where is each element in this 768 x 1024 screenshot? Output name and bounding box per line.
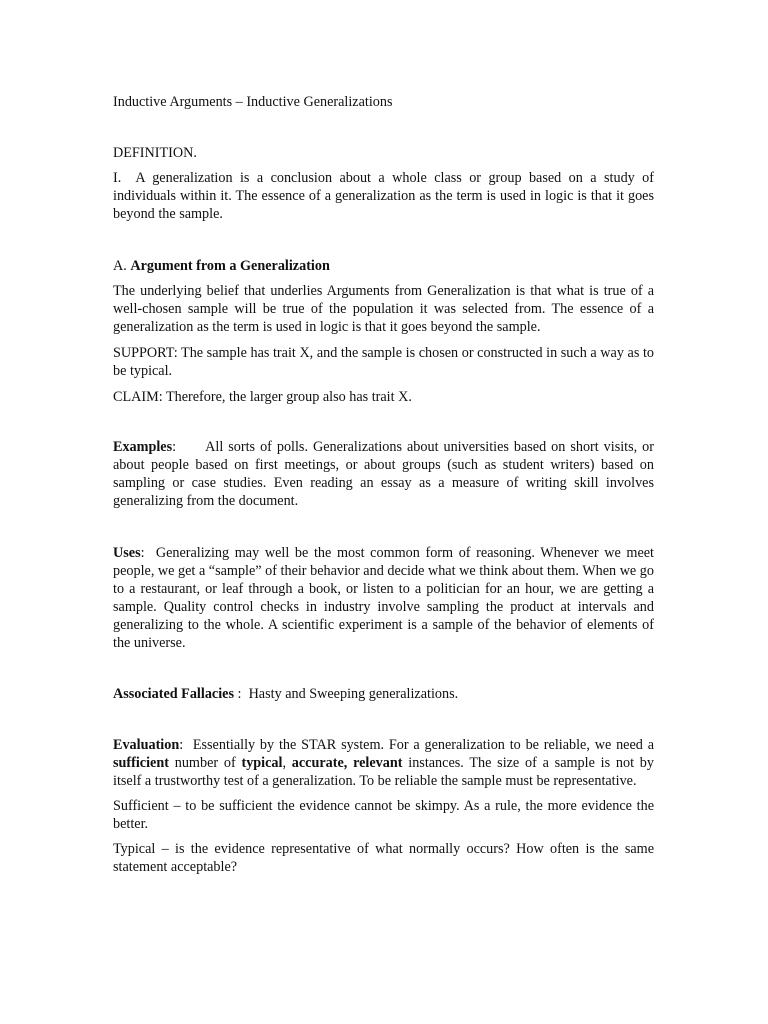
section-a-prefix: A. — [113, 258, 131, 274]
sufficient-paragraph: Sufficient – to be sufficient the evidence cannot be skimpy. As a rule, the more evidence the better. — [113, 798, 654, 832]
evaluation-text-1: Essentially by the STAR system. For a generalization to be reliable, we need a — [192, 737, 654, 753]
examples-paragraph — [113, 438, 654, 510]
typical-paragraph: Typical – is the evidence representative of what normally occurs? How often is the same statement acceptable? — [113, 841, 654, 875]
fallacies-separator: : — [233, 686, 249, 702]
section-a-title: Argument from a Generalization — [130, 258, 330, 274]
evaluation-bold-typical: typical — [241, 755, 283, 771]
fallacies-text: Hasty and Sweeping generalizations. — [248, 686, 459, 702]
uses-text: Generalizing may well be the most common form of reasoning. Whenever we meet people, we get a “sample” of their behavior and decide what we think about them. When we go to a restaurant, or leaf through a book, or listen to a politician for an hour, we are getting a sample. Quality control checks in industry involve sampling the product at intervals and generalizing to the whole. A scientific experiment is a sample of the behavior of elements of the universe. — [113, 545, 654, 651]
section-a-paragraph: The underlying belief that underlies Arguments from Generalization is that what is true of a well-chosen sample will be true of the population it was selected from. The essence of a generalization as the term is used in logic is that it goes beyond the sample. — [113, 283, 654, 335]
examples-text: All sorts of polls. Generalizations about universities based on short visits, or about people based on first meetings, or about groups (such as student writers) based on sampling or case studies. Even reading an essay as a measure of writing skill involves generalizing from the document. — [113, 439, 654, 509]
evaluation-bold-accurate-relevant: accurate, relevant — [291, 755, 403, 771]
evaluation-text-4: instances. The size of a sample is not by itself a trustworthy test of a generalization. To be reliable the sample must be representative. — [113, 755, 654, 789]
support-paragraph: SUPPORT: The sample has trait X, and the sample is chosen or constructed in such a way as to be typical. — [113, 345, 654, 379]
document-title: Inductive Arguments – Inductive Generalizations — [113, 94, 393, 110]
evaluation-bold-sufficient: sufficient — [113, 755, 169, 771]
evaluation-text-2: number of — [168, 755, 242, 771]
claim-paragraph: CLAIM: Therefore, the larger group also has trait X. — [113, 389, 412, 405]
fallacies-paragraph — [113, 685, 654, 703]
definition-paragraph: I. A generalization is a conclusion about a whole class or group based on a study of individuals within it. The essence of a generalization as the term is used in logic is that it goes beyond the sample. — [113, 170, 654, 222]
evaluation-paragraph — [113, 736, 654, 790]
uses-paragraph — [113, 544, 654, 652]
uses-separator: : — [140, 545, 156, 561]
fallacies-label: Associated Fallacies — [113, 686, 234, 702]
examples-separator: : — [172, 439, 206, 455]
evaluation-text-3: , — [282, 755, 292, 771]
evaluation-label: Evaluation — [113, 737, 180, 753]
definition-heading: DEFINITION. — [113, 145, 197, 161]
uses-label: Uses — [113, 545, 141, 561]
examples-label: Examples — [113, 439, 173, 455]
section-a-heading — [113, 257, 654, 275]
document-page — [113, 93, 654, 876]
evaluation-separator: : — [179, 737, 193, 753]
